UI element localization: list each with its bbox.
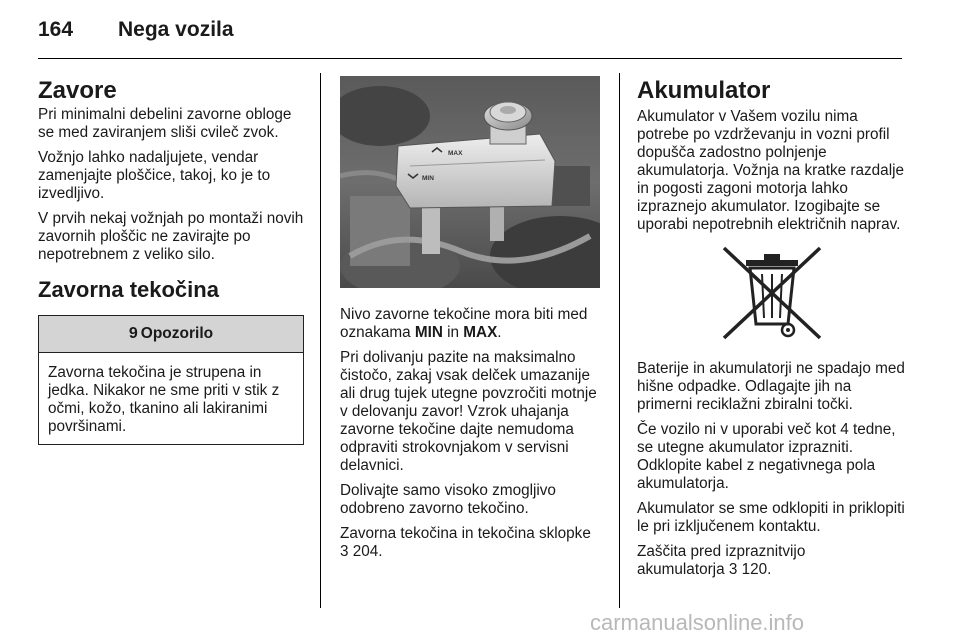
- fluid-level-paragraph: Nivo zavorne tekočine mora biti med oznakama MIN in MAX.: [340, 306, 588, 341]
- battery-paragraph-2: Baterije in akumulatorji ne spadajo med hišne odpadke. Odlagajte jih na primerni reciklažni zbiralni točki.: [637, 360, 905, 413]
- max-mark-label: MAX: [448, 150, 463, 157]
- warning-box: [38, 315, 304, 445]
- column-divider-right: [619, 73, 620, 608]
- section-heading-brake-fluid: Zavorna tekočina: [38, 277, 219, 302]
- max-label: MAX: [463, 324, 498, 341]
- brake-fluid-reservoir-photo: [340, 76, 600, 288]
- battery-paragraph-3: Če vozilo ni v uporabi več kot 4 tedne, se utegne akumulator izprazniti. Odklopite kabel z negativnega pola akumulatorja.: [637, 421, 896, 492]
- left-column: [38, 76, 304, 445]
- battery-paragraph-4: Akumulator se sme odklopiti in priklopiti le pri izključenem kontaktu.: [637, 500, 905, 535]
- crossed-out-bin-icon: [720, 244, 824, 342]
- warning-text: Zavorna tekočina je strupena in jedka. Nikakor ne sme priti v stik z očmi, kožo, tkanino ali lakiranimi površinami.: [48, 364, 280, 435]
- brakes-paragraph-1: Pri minimalni debelini zavorne obloge se med zaviranjem sliši cvileč zvok.: [38, 106, 292, 141]
- battery-reference-paragraph: Zaščita pred izpraznitvijo akumulatorja 3 120.: [637, 543, 806, 578]
- warning-icon: 9: [128, 325, 138, 342]
- page-ref-link[interactable]: 120.: [737, 561, 772, 578]
- header-rule: [38, 58, 902, 59]
- middle-column: [340, 76, 604, 568]
- fluid-reference-paragraph: Zavorna tekočina in tekočina sklopke 3 204.: [340, 525, 591, 560]
- refill-paragraph: Pri dolivanju pazite na maksimalno čistočo, zakaj vsak delček umazanije ali drug tujek utegne povzročiti motnje v delovanju zavor! Vzrok uhajanja zavorne tekočine dajte nemudoma odpraviti strokovnjakom v servisni delavnici.: [340, 349, 597, 474]
- watermark: carmanualsonline.info: [590, 610, 805, 635]
- section-heading-brakes: Zavore: [38, 77, 117, 104]
- section-heading-battery: Akumulator: [637, 77, 771, 104]
- right-column: [637, 76, 907, 586]
- approved-fluid-paragraph: Dolivajte samo visoko zmogljivo odobreno zavorno tekočino.: [340, 482, 556, 517]
- battery-paragraph-1: Akumulator v Vašem vozilu nima potrebe po vzdrževanju in vozni profil dopušča zadostno polnjenje akumulatorja. Vožnja na kratke razdalje in pogosti zagoni motorja lahko izpraznejo akumulator. Izogibajte se uporabi nepotrebnih električnih naprav.: [637, 108, 904, 233]
- page-ref-icon: 3: [728, 561, 738, 578]
- warning-title: Opozorilo: [140, 325, 214, 342]
- warning-header: [39, 316, 303, 353]
- brakes-paragraph-3: V prvih nekaj vožnjah po montaži novih zavornih ploščic ne zavirajte po nepotrebnem z veliko silo.: [38, 210, 304, 263]
- brakes-paragraph-2: Vožnjo lahko nadaljujete, vendar zamenjajte ploščice, takoj, ko je to izvedljivo.: [38, 149, 271, 202]
- page-ref-link[interactable]: 204.: [348, 543, 383, 560]
- page-ref-icon: 3: [340, 543, 349, 560]
- page-title: Nega vozila: [118, 18, 234, 41]
- min-label: MIN: [414, 324, 443, 341]
- column-divider-left: [320, 73, 321, 608]
- page-number: 164: [38, 18, 74, 41]
- min-mark-label: MIN: [422, 175, 434, 182]
